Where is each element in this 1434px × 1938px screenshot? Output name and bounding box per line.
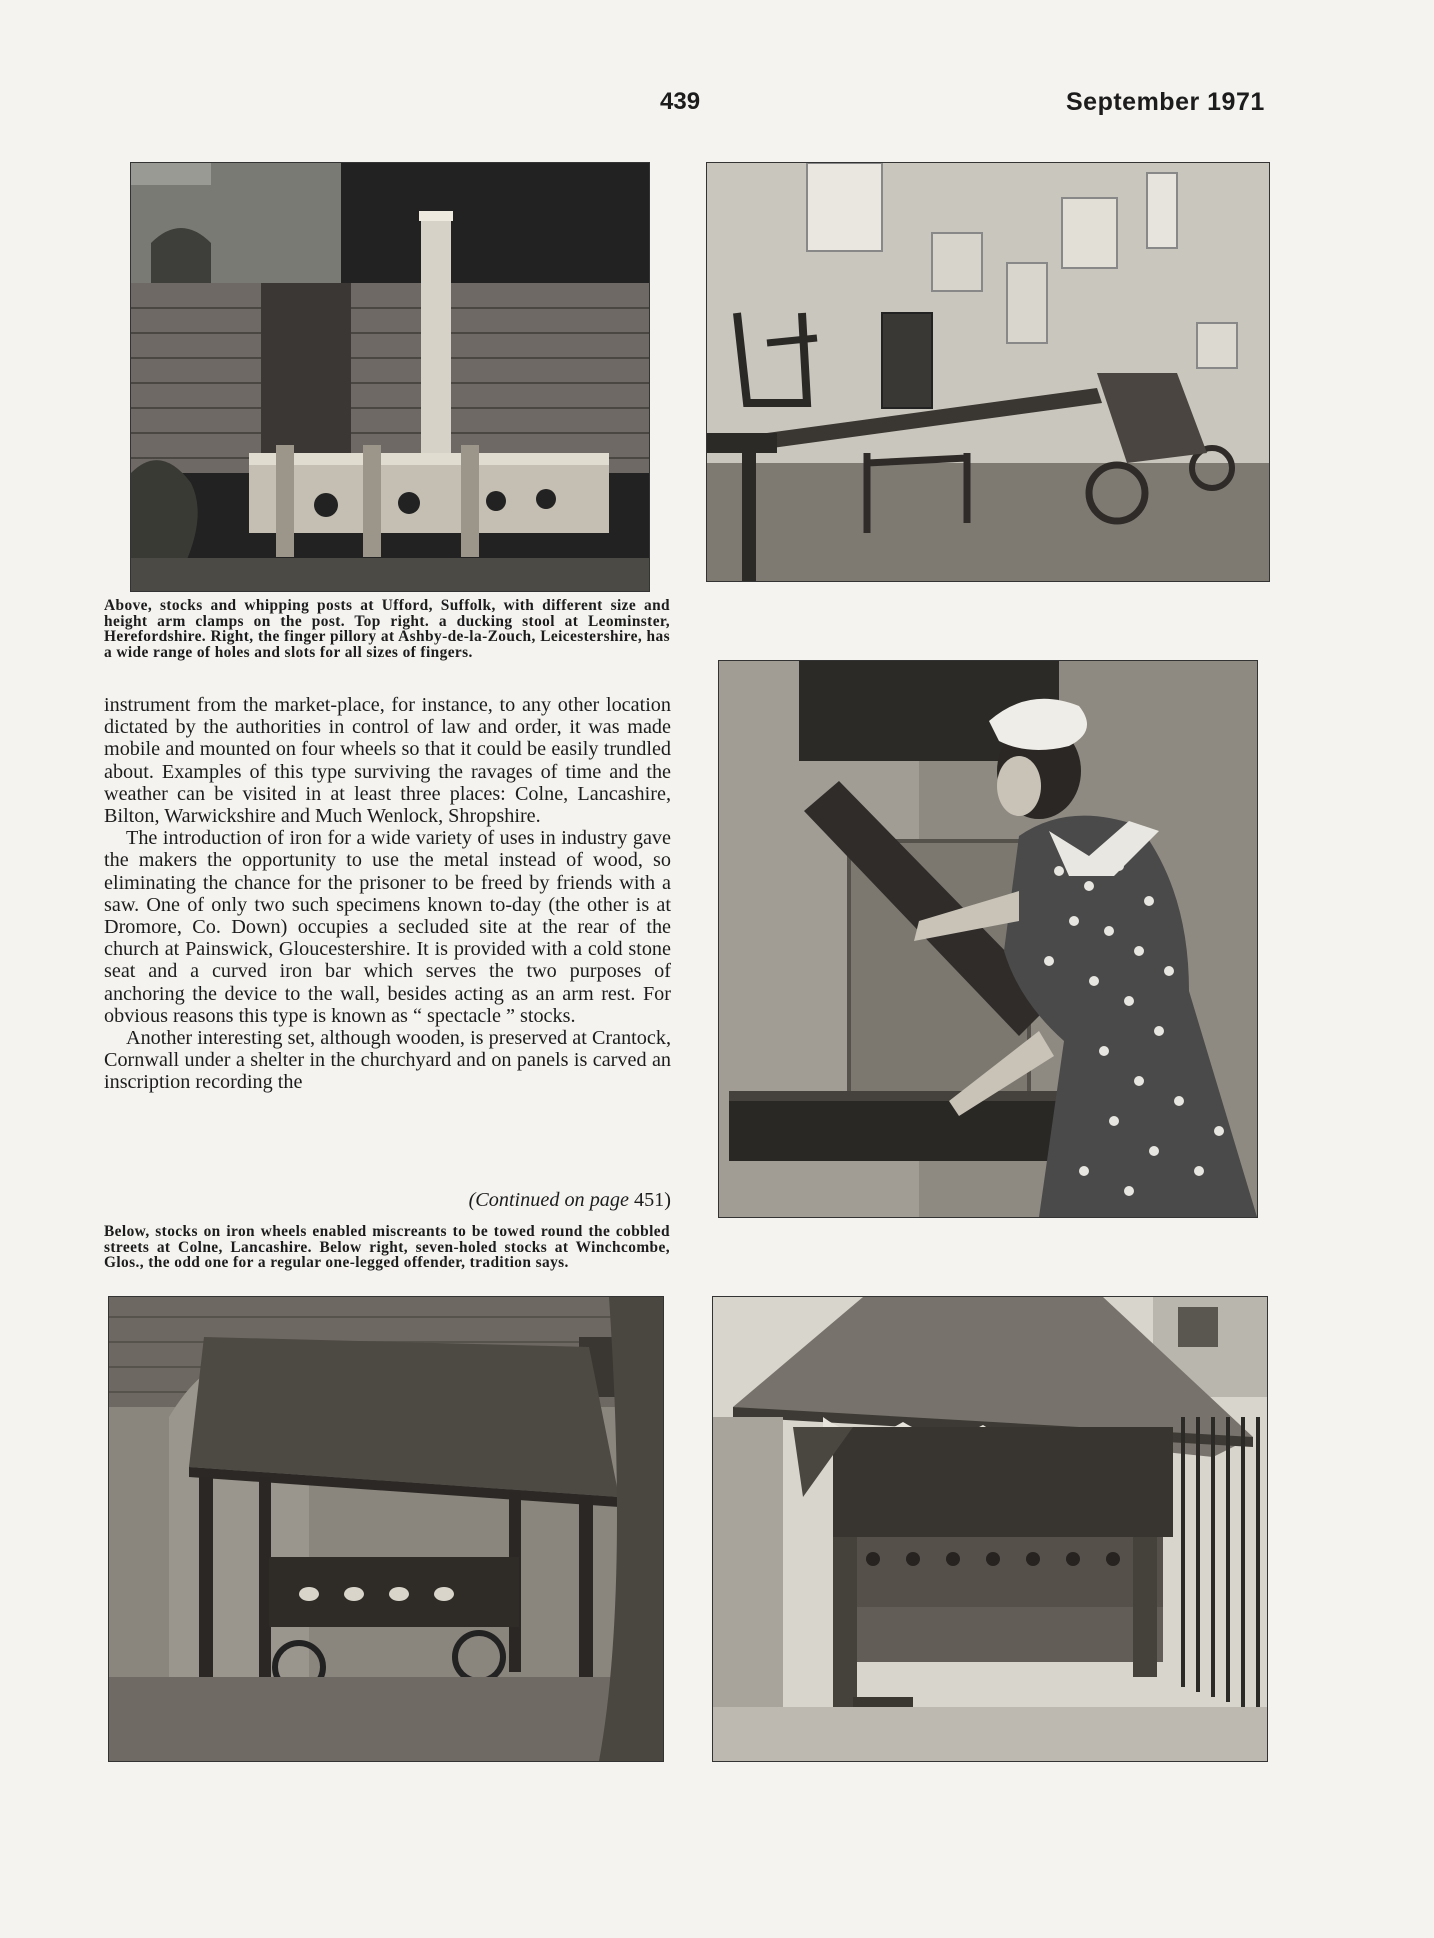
continued-text: (Continued on page	[468, 1189, 629, 1211]
issue-date: September 1971	[1066, 88, 1265, 116]
article-paragraph-3: Another interesting set, although wooden, is preserved at Crantock, Cornwall under a shelter in the churchyard and on panels is carved an inscription recording the	[104, 1027, 671, 1094]
photo-colne-wheeled-stocks	[108, 1296, 664, 1762]
page-number: 439	[660, 88, 701, 115]
continued-note	[104, 1189, 671, 1211]
photo-ashby-finger-pillory	[718, 660, 1258, 1218]
photo-ufford-stocks	[130, 162, 650, 592]
continued-page: 451)	[633, 1189, 671, 1211]
caption-top: Above, stocks and whipping posts at Ufford, Suffolk, with different size and height arm clamps on the post. Top right. a ducking stool at Leominster, Herefordshire. Right, the finger pillory at Ashby-de-la-Zouch, Leicestershire, has a wide range of holes and slots for all sizes of fingers.	[104, 597, 670, 661]
photo-winchcombe-seven-holed-stocks	[712, 1296, 1268, 1762]
article-paragraph-1: instrument from the market-place, for instance, to any other location dictated by the authorities in control of law and order, it was made mobile and mounted on four wheels so that it could be easily trundled about. Examples of this type surviving the ravages of time and the weather can be visited in at least three places: Colne, Lancashire, Bilton, Warwickshire and Much Wenlock, Shropshire.	[104, 694, 671, 828]
article-paragraph-2: The introduction of iron for a wide variety of uses in industry gave the makers the opportunity to use the metal instead of wood, so eliminating the chance for the prisoner to be freed by friends with a saw. One of only two such specimens known to-day (the other is at Dromore, Co. Down) occupies a secluded site at the rear of the church at Painswick, Gloucestershire. It is provided with a cold stone seat and a curved iron bar which serves the two purposes of anchoring the device to the wall, besides acting as an arm rest. For obvious reasons this type is known as “ spectacle ” stocks.	[104, 827, 671, 1027]
caption-bottom: Below, stocks on iron wheels enabled miscreants to be towed round the cobbled streets at Colne, Lancashire. Below right, seven-holed stocks at Winchcombe, Glos., the odd one for a regular one-legged offender, tradition says.	[104, 1223, 670, 1272]
photo-leominster-ducking-stool	[706, 162, 1270, 582]
article-body	[104, 694, 671, 1094]
